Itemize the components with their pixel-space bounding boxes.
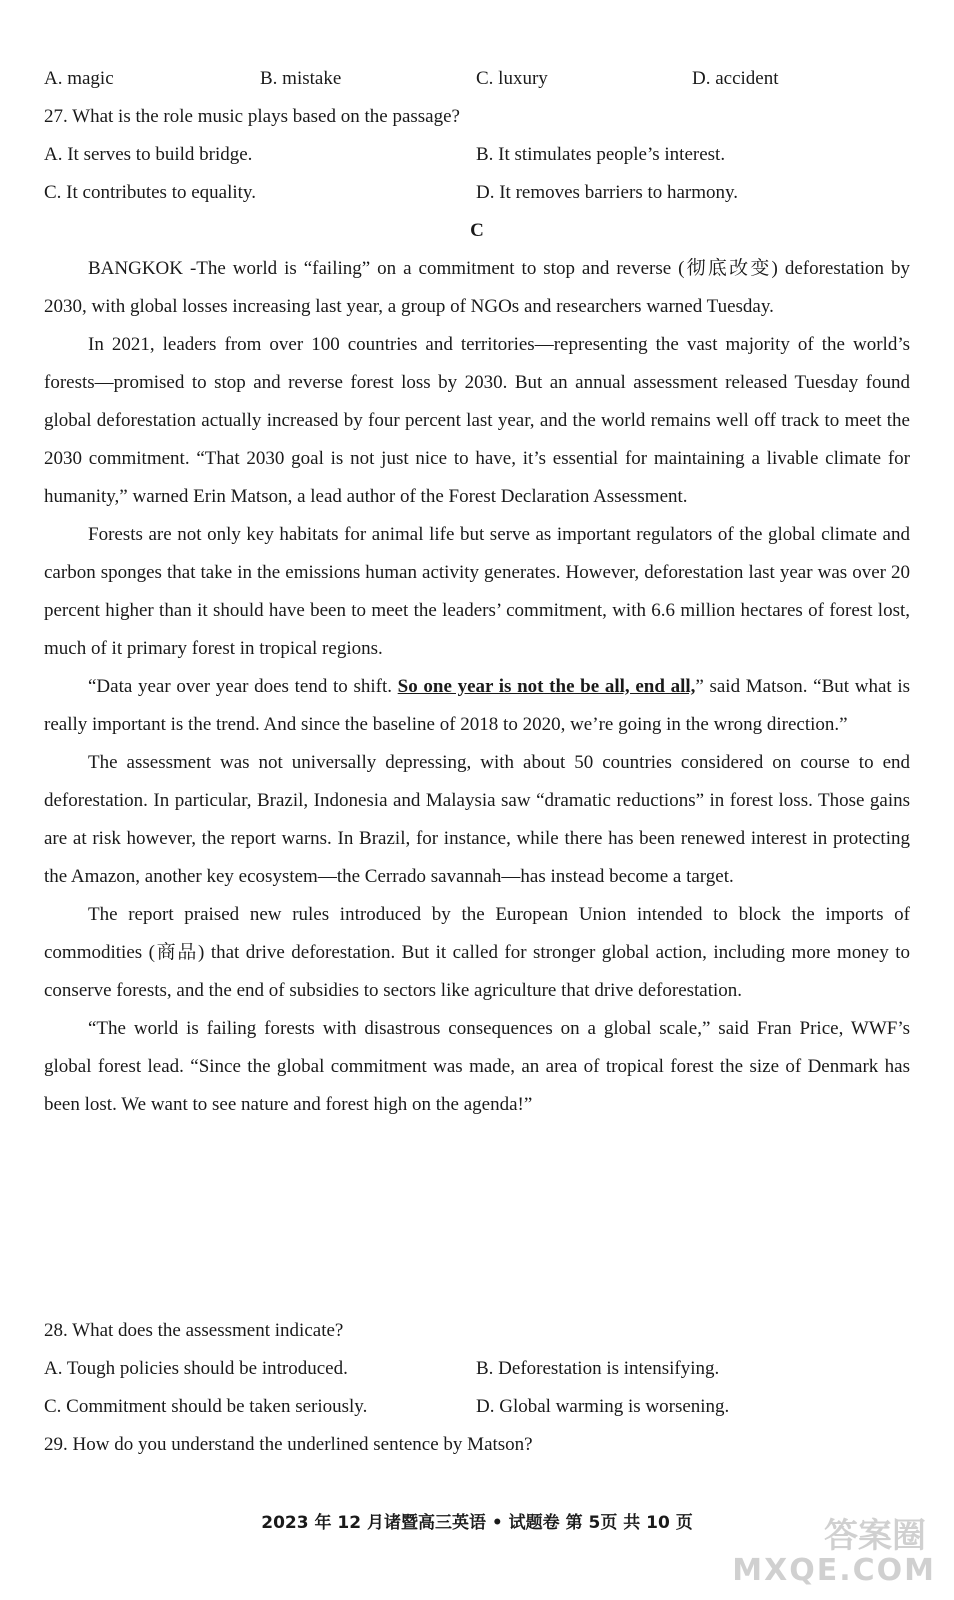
q26-option-c: C. luxury [476, 68, 548, 89]
passage-paragraph-7: “The world is failing forests with disastrous consequences on a global scale,” said Fran Price, WWF’s global forest lead. “Since the global commitment was made, an area of tropical forest the size of Denmark has been lost. We want to see nature and forest high on the agenda!” [44, 1018, 910, 1115]
passage-paragraph-3: Forests are not only key habitats for animal life but serve as important regulators of the global climate and carbon sponges that take in the emissions human activity generates. However, deforestation last year was over 20 percent higher than it should have been to meet the leaders’ commitment, with 6.6 million hectares of forest lost, much of it primary forest in tropical regions. [44, 524, 910, 659]
watermark-url: MXQE.COM [732, 1553, 936, 1588]
q28-option-b: B. Deforestation is intensifying. [476, 1358, 720, 1379]
q29-stem: 29. How do you understand the underlined sentence by Matson? [44, 1434, 533, 1455]
q27-option-b: B. It stimulates people’s interest. [476, 144, 726, 165]
q28-option-c: C. Commitment should be taken seriously. [44, 1396, 368, 1417]
q27-option-a: A. It serves to build bridge. [44, 144, 253, 165]
q28-options-row1 [44, 1350, 910, 1388]
q26-option-a: A. magic [44, 68, 114, 89]
site-watermark [732, 1508, 936, 1588]
q26-options [44, 60, 910, 98]
q28-option-d: D. Global warming is worsening. [476, 1396, 730, 1417]
q27-options-row1 [44, 136, 910, 174]
paragraph-4-end: ” said Matson. “But what is really important is the trend. And since the baseline of 2018 to 2020, we’re going in the wrong direction.” [44, 676, 911, 735]
q27-options-row2 [44, 174, 910, 212]
q27-stem: 27. What is the role music plays based on the passage? [44, 106, 460, 127]
underlined-sentence: So one year is not the be all, end all, [397, 676, 696, 697]
passage-paragraph-5: The assessment was not universally depressing, with about 50 countries considered on course to end deforestation. In particular, Brazil, Indonesia and Malaysia saw “dramatic reductions” in forest loss. Those gains are at risk however, the report warns. In Brazil, for instance, while there has been renewed interest in protecting the Amazon, another key ecosystem—the Cerrado savannah—has instead become a target. [44, 752, 910, 887]
passage-paragraph-4 [44, 668, 910, 744]
q27-option-d: D. It removes barriers to harmony. [476, 182, 739, 203]
watermark-logo-text: 答案圈 [824, 1516, 926, 1556]
paragraph-4-start: “Data year over year does tend to shift. [88, 676, 398, 697]
passage-paragraph-6: The report praised new rules introduced by the European Union intended to block the imports of commodities (商品) that drive deforestation. But it called for stronger global action, including more money to conserve forests, and the end of subsidies to sectors like agriculture that drive deforestation. [44, 904, 910, 1001]
q26-option-d: D. accident [692, 68, 779, 89]
passage-paragraph-2: In 2021, leaders from over 100 countries and territories—representing the vast majority of the world’s forests—promised to stop and reverse forest loss by 2030. But an annual assessment released Tuesday found global deforestation actually increased by four percent last year, and the world remains well off track to meet the 2030 commitment. “That 2030 goal is not just nice to have, it’s essential for maintaining a livable climate for humanity,” warned Erin Matson, a lead author of the Forest Declaration Assessment. [44, 334, 910, 507]
q26-option-b: B. mistake [260, 68, 342, 89]
passage-c [44, 250, 910, 1124]
q28-stem: 28. What does the assessment indicate? [44, 1320, 344, 1341]
passage-paragraph-1: BANGKOK -The world is “failing” on a commitment to stop and reverse (彻底改变) deforestation by 2030, with global losses increasing last year, a group of NGOs and researchers warned Tuesday. [44, 258, 910, 317]
page-footer: 2023 年 12 月诸暨高三英语 • 试题卷 第 5页 共 10 页 [261, 1513, 693, 1533]
q27-option-c: C. It contributes to equality. [44, 182, 256, 203]
section-c-heading: C [470, 220, 484, 241]
q28-option-a: A. Tough policies should be introduced. [44, 1358, 348, 1379]
q28-options-row2 [44, 1388, 910, 1426]
